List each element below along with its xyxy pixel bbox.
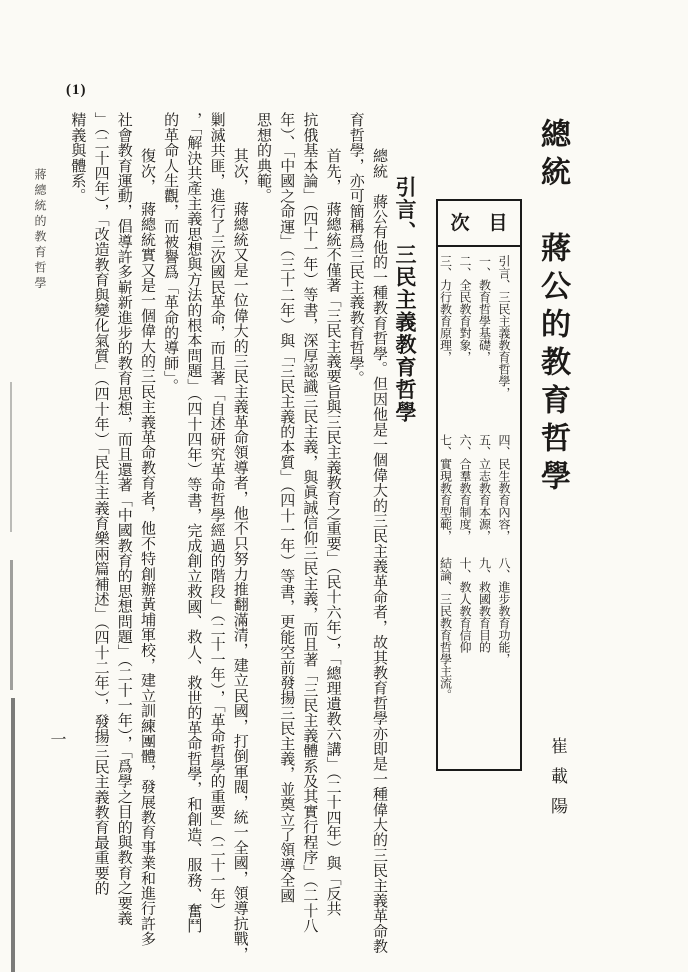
toc-entry: 二、全民教育對象，: [458, 255, 472, 363]
toc-group-2: [435, 434, 513, 542]
running-header: 蔣總統的教育哲學: [33, 168, 47, 292]
page-number: 一: [48, 731, 65, 747]
scan-artifact: [10, 382, 12, 532]
body-column: 復次， 蔣總統實又是一個偉大的三民主義革命教育者，他不特創辦黃埔軍校，建立訓練團體，發展教育事業和進行許多: [138, 148, 155, 947]
toc-entry: 七、實現教育型範，: [438, 434, 453, 542]
body-column: 社會教育運動，倡導許多嶄新進步的教育思想，而且還著「中國教育的思想問題」（二十一年），「爲學之目的與教育之要義: [115, 112, 132, 926]
body-column: 總統 蔣公有他的一種教育哲學。但因他是一個偉大的三民主義革命者，故其教育哲學亦即是一種偉大的三民主義革命教: [371, 148, 387, 954]
toc-entry: 十、教人教育信仰: [458, 557, 472, 653]
toc-entry: 結論、三民教育哲學主流。: [438, 557, 453, 701]
toc-entry: 六、合羣教育制度，: [458, 434, 472, 542]
scan-artifact: [10, 560, 13, 690]
body-column: ，「解決共產主義思想與方法的根本問題」（四十四年）等書，完成創立救國、救人、救世的革命哲學，和創造、服務、奮鬥: [185, 112, 202, 933]
scan-artifact: [11, 698, 15, 972]
toc-entry: 九、救國教育目的: [477, 557, 492, 653]
body-column: 」（二十四年），「改造教育與變化氣質」（四十年）「民生主義育樂兩篇補述」（四十二年），發揚三民主義教育最重要的: [92, 112, 109, 896]
body-column: 思想的典範。: [254, 112, 271, 204]
toc-header: 目 次: [438, 201, 520, 247]
section-heading: 引言、三民主義教育哲學: [393, 176, 417, 424]
toc-entry: 三、力行教育原理，: [438, 255, 453, 363]
body-column: 其次， 蔣總統又是一位偉大的三民主義革命領導者，他不只努力推翻滿清，建立民國，打倒軍閥，統一全國，領導抗戰，: [231, 148, 248, 962]
toc-group-3: [435, 557, 513, 701]
body-column: 育哲學，亦可簡稱爲三民主義教育哲學。: [347, 112, 364, 386]
issue-page-marker: (1): [66, 82, 87, 98]
body-column: 首先， 蔣總統不僅著「三民主義要旨與三民主義教育之重要」（民十六年），「總理遺教六講」（二十四年）與「反共: [324, 148, 341, 917]
body-column: 的革命人生觀，而被譽爲「革命的導師」。: [162, 112, 179, 394]
toc-entry: 八、進步教育功能，: [497, 557, 511, 665]
toc-entry: 五、立志教育本源，: [477, 434, 492, 542]
toc-box: [436, 199, 522, 771]
toc-group-1: [435, 255, 513, 399]
body-column: 年）、「中國之命運」（三十二年）與「三民主義的本質」（四十一年）等書，更能空前發揚三民主義，並奠立了領導全國: [278, 112, 295, 903]
toc-entry: 四、民生教育內容，: [497, 434, 511, 542]
toc-entry: 一、教育哲學基礎，: [477, 255, 492, 363]
body-column: 剿滅共匪，進行了三次國民革命，而且著「自述研究革命哲學經過的階段」（二十一年），「革命哲學的重要」（二十一年）: [208, 112, 225, 918]
article-body: [66, 112, 420, 962]
body-column: 精義與體系。: [69, 112, 86, 204]
article-title: 總統 蔣公的教育哲學: [536, 118, 569, 498]
author-name: 崔載陽: [548, 737, 567, 827]
toc-entry: 引言、三民主義教育哲學，: [497, 255, 511, 399]
body-column: 抗俄基本論」（四十一年）等書，深厚認識三民主義，與眞誠信仰三民主義，而且著「三民主義體系及其實行程序」（二十八: [301, 112, 318, 933]
